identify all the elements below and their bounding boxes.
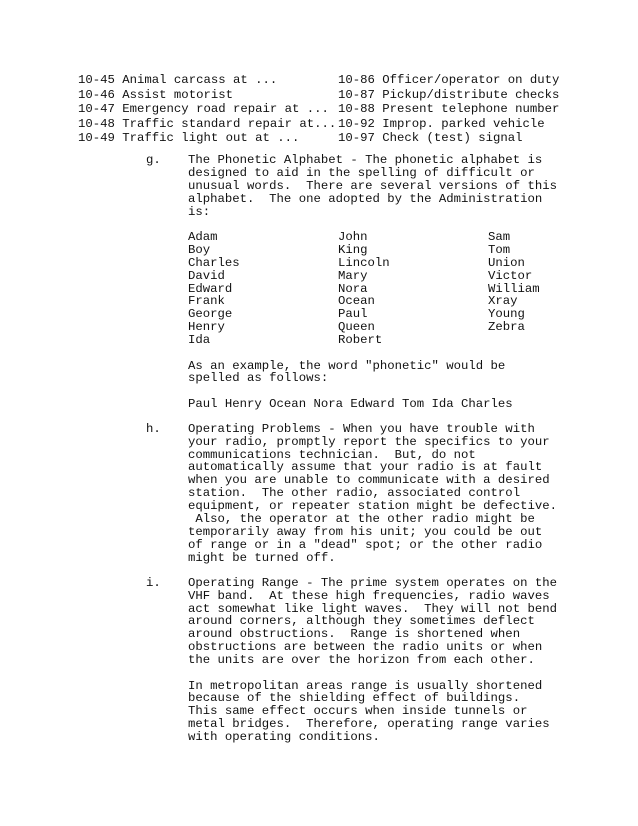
item-body xyxy=(188,577,576,744)
alphabet-word: Sam xyxy=(488,230,511,245)
alphabet-word: Queen xyxy=(338,320,375,335)
code-row xyxy=(78,118,578,133)
alphabet-word: Ida xyxy=(188,333,211,348)
paragraph: Operating Range - The prime system operates on the VHF band. At these high frequencies, radio waves act somewhat like light waves. They will not bend around corners, although they sometimes deflect around obstructions. Range is shortened when obstructions are between the radio units or when the units are over the horizon from each other. xyxy=(188,575,557,668)
alphabet-word: Paul xyxy=(338,307,368,322)
alphabet-word: George xyxy=(188,307,233,322)
alphabet-word: Nora xyxy=(338,281,368,296)
alphabet-word: David xyxy=(188,268,225,283)
alphabet-word: Adam xyxy=(188,230,218,245)
alphabet-word: Ocean xyxy=(338,294,375,309)
alphabet-word: Frank xyxy=(188,294,225,309)
code-left: 10-48 Traffic standard repair at... xyxy=(78,116,337,131)
alphabet-word: John xyxy=(338,230,368,245)
alphabet-word: Henry xyxy=(188,320,225,335)
code-left: 10-46 Assist motorist xyxy=(78,87,233,102)
alphabet-word: Union xyxy=(488,255,525,270)
paragraph: Paul Henry Ocean Nora Edward Tom Ida Charles xyxy=(188,396,513,411)
alphabet-word: King xyxy=(338,242,368,257)
alphabet-word: Boy xyxy=(188,242,211,257)
alphabet-word: Victor xyxy=(488,268,533,283)
alphabet-word: Mary xyxy=(338,268,368,283)
paragraph: In metropolitan areas range is usually shortened because of the shielding effect of buildings. This same effect occurs when inside tunnels or metal bridges. Therefore, operating range varies with operating conditions. xyxy=(188,678,550,745)
item-body xyxy=(188,423,576,565)
item-letter: i. xyxy=(146,575,161,590)
code-row xyxy=(78,74,578,89)
item-letter: h. xyxy=(146,421,161,436)
item-letter: g. xyxy=(146,153,161,167)
code-right: 10-87 Pickup/distribute checks xyxy=(338,87,560,102)
item-h-operating-problems xyxy=(146,423,576,565)
item-body xyxy=(188,154,576,411)
code-left: 10-49 Traffic light out at ... xyxy=(78,131,300,145)
paragraph: Operating Problems - When you have trouble with your radio, promptly report the specifics to your communications technician. But, do not automatically assume that your radio is at fault when you are unable to communicate with a desired station. The other radio, associated control equipment, or repeater station might be defective. Also, the operator at the other radio might be temporarily away from his unit; you could be out of range or in a "dead" spot; or the other radio might be turned off. xyxy=(188,421,557,565)
code-row xyxy=(78,89,578,104)
alphabet-word: Xray xyxy=(488,294,518,309)
code-left: 10-47 Emergency road repair at ... xyxy=(78,102,329,116)
alphabet-word: Edward xyxy=(188,281,233,296)
code-row xyxy=(78,132,578,147)
alphabet-word: Zebra xyxy=(488,320,525,335)
alphabet-word: Tom xyxy=(488,242,511,257)
paragraph: The Phonetic Alphabet - The phonetic alphabet is designed to aid in the spelling of difficult or unusual words. There are several versions of this alphabet. The one adopted by the Administration is: xyxy=(188,153,557,219)
paragraph: As an example, the word "phonetic" would be spelled as follows: xyxy=(188,358,506,386)
code-right: 10-86 Officer/operator on duty xyxy=(338,73,560,87)
phonetic-alphabet-table xyxy=(188,231,576,347)
ten-code-list xyxy=(78,74,578,147)
item-g-phonetic-alphabet xyxy=(146,154,576,411)
alphabet-word: Lincoln xyxy=(338,255,390,270)
alphabet-word xyxy=(488,334,576,347)
code-right: 10-92 Improp. parked vehicle xyxy=(338,116,545,131)
alphabet-word: Robert xyxy=(338,333,383,348)
code-right: 10-88 Present telephone number xyxy=(338,102,560,116)
item-i-operating-range xyxy=(146,577,576,744)
alphabet-word: Charles xyxy=(188,255,240,270)
alphabet-word: Young xyxy=(488,307,525,322)
document-items xyxy=(146,154,576,756)
code-left: 10-45 Animal carcass at ... xyxy=(78,73,278,87)
alphabet-word: William xyxy=(488,281,540,296)
code-row xyxy=(78,103,578,118)
code-right: 10-97 Check (test) signal xyxy=(338,131,523,145)
